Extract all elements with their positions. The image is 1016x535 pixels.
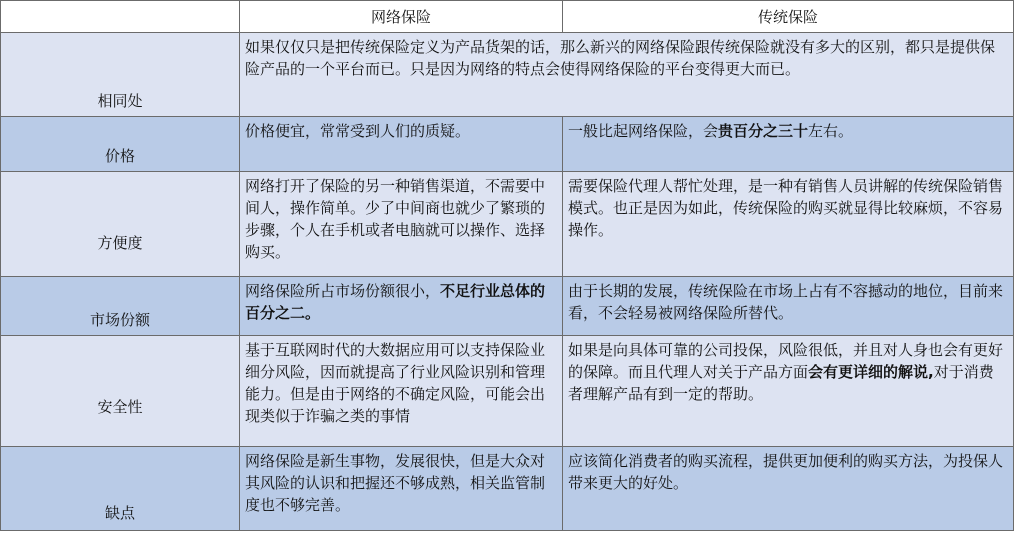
table-row bbox=[1, 277, 1014, 336]
convenience-traditional-cell[interactable] bbox=[563, 172, 1014, 277]
header-row bbox=[1, 1, 1014, 33]
price-traditional-text-bold: 贵百分之三十 bbox=[718, 122, 809, 140]
price-online-text: 价格便宜，常常受到人们的质疑。 bbox=[245, 122, 471, 140]
header-online-insurance[interactable]: 网络保险 bbox=[240, 1, 563, 33]
disadvantages-traditional-cell[interactable] bbox=[563, 447, 1014, 531]
market-share-online-text-bold: 不足行业总体的百分之二。 bbox=[245, 282, 546, 322]
price-online-cell[interactable] bbox=[240, 117, 563, 172]
row-label-price[interactable]: 价格 bbox=[1, 117, 240, 172]
table-row bbox=[1, 447, 1014, 531]
convenience-online-cell[interactable] bbox=[240, 172, 563, 277]
disadvantages-traditional-text: 应该简化消费者的购买流程，提供更加便利的购买方法，为投保人带来更大的好处。 bbox=[568, 452, 1004, 492]
row-label-convenience[interactable]: 方便度 bbox=[1, 172, 240, 277]
price-traditional-text bbox=[563, 117, 1013, 142]
convenience-online-text: 网络打开了保险的另一种销售渠道，不需要中间人，操作简单。少了中间商也就少了繁琐的步骤，个人在手机或者电脑就可以操作、选择购买。 bbox=[245, 177, 546, 261]
header-traditional-insurance[interactable]: 传统保险 bbox=[563, 1, 1014, 33]
security-online-text: 基于互联网时代的大数据应用可以支持保险业细分风险，因而就提高了行业风险识别和管理能力。但是由于网络的不确定风险，可能会出现类似于诈骗之类的事情 bbox=[245, 341, 546, 425]
security-traditional-text-pre: 如果是向具体可靠的公司投保，风险很低，并且对人身也会有更好的保障。而且代理人对关于产品方面 bbox=[568, 341, 1004, 381]
market-share-online-text-pre: 网络保险所占市场份额很小， bbox=[245, 282, 441, 300]
table-row bbox=[1, 117, 1014, 172]
security-traditional-text bbox=[563, 336, 1013, 405]
row-label-similarity[interactable]: 相同处 bbox=[1, 33, 240, 117]
convenience-traditional-text: 需要保险代理人帮忙处理，是一种有销售人员讲解的传统保险销售模式。也正是因为如此，传统保险的购买就显得比较麻烦，不容易操作。 bbox=[568, 177, 1004, 239]
security-online-cell[interactable] bbox=[240, 336, 563, 447]
row-label-market-share[interactable]: 市场份额 bbox=[1, 277, 240, 336]
price-traditional-text-pre: 一般比起网络保险，会 bbox=[568, 122, 719, 140]
disadvantages-online-cell[interactable] bbox=[240, 447, 563, 531]
price-traditional-text-post: 左右。 bbox=[808, 122, 854, 140]
security-traditional-text-post: 对于消费者理解产品有到一定的帮助。 bbox=[568, 363, 994, 403]
table-row bbox=[1, 172, 1014, 277]
similarity-text: 如果仅仅只是把传统保险定义为产品货架的话，那么新兴的网络保险跟传统保险就没有多大的区别，都只是提供保险产品的一个平台而已。只是因为网络的特点会使得网络保险的平台变得更大而已。 bbox=[245, 38, 996, 78]
market-share-traditional-text: 由于长期的发展，传统保险在市场上占有不容撼动的地位，目前来看，不会轻易被网络保险所替代。 bbox=[568, 282, 1004, 322]
table-row bbox=[1, 336, 1014, 447]
table-row bbox=[1, 33, 1014, 117]
market-share-online-cell[interactable] bbox=[240, 277, 563, 336]
row-label-disadvantages[interactable]: 缺点 bbox=[1, 447, 240, 531]
header-corner-cell[interactable] bbox=[1, 1, 240, 33]
security-traditional-text-bold: 会有更详细的解说, bbox=[808, 363, 934, 381]
disadvantages-online-text: 网络保险是新生事物，发展很快，但是大众对其风险的认识和把握还不够成熟，相关监管制度也不够完善。 bbox=[245, 452, 546, 514]
similarity-merged-cell[interactable] bbox=[240, 33, 1014, 117]
price-traditional-cell[interactable] bbox=[563, 117, 1014, 172]
security-traditional-cell[interactable] bbox=[563, 336, 1014, 447]
row-label-security[interactable]: 安全性 bbox=[1, 336, 240, 447]
market-share-online-text bbox=[240, 277, 562, 324]
market-share-traditional-cell[interactable] bbox=[563, 277, 1014, 336]
